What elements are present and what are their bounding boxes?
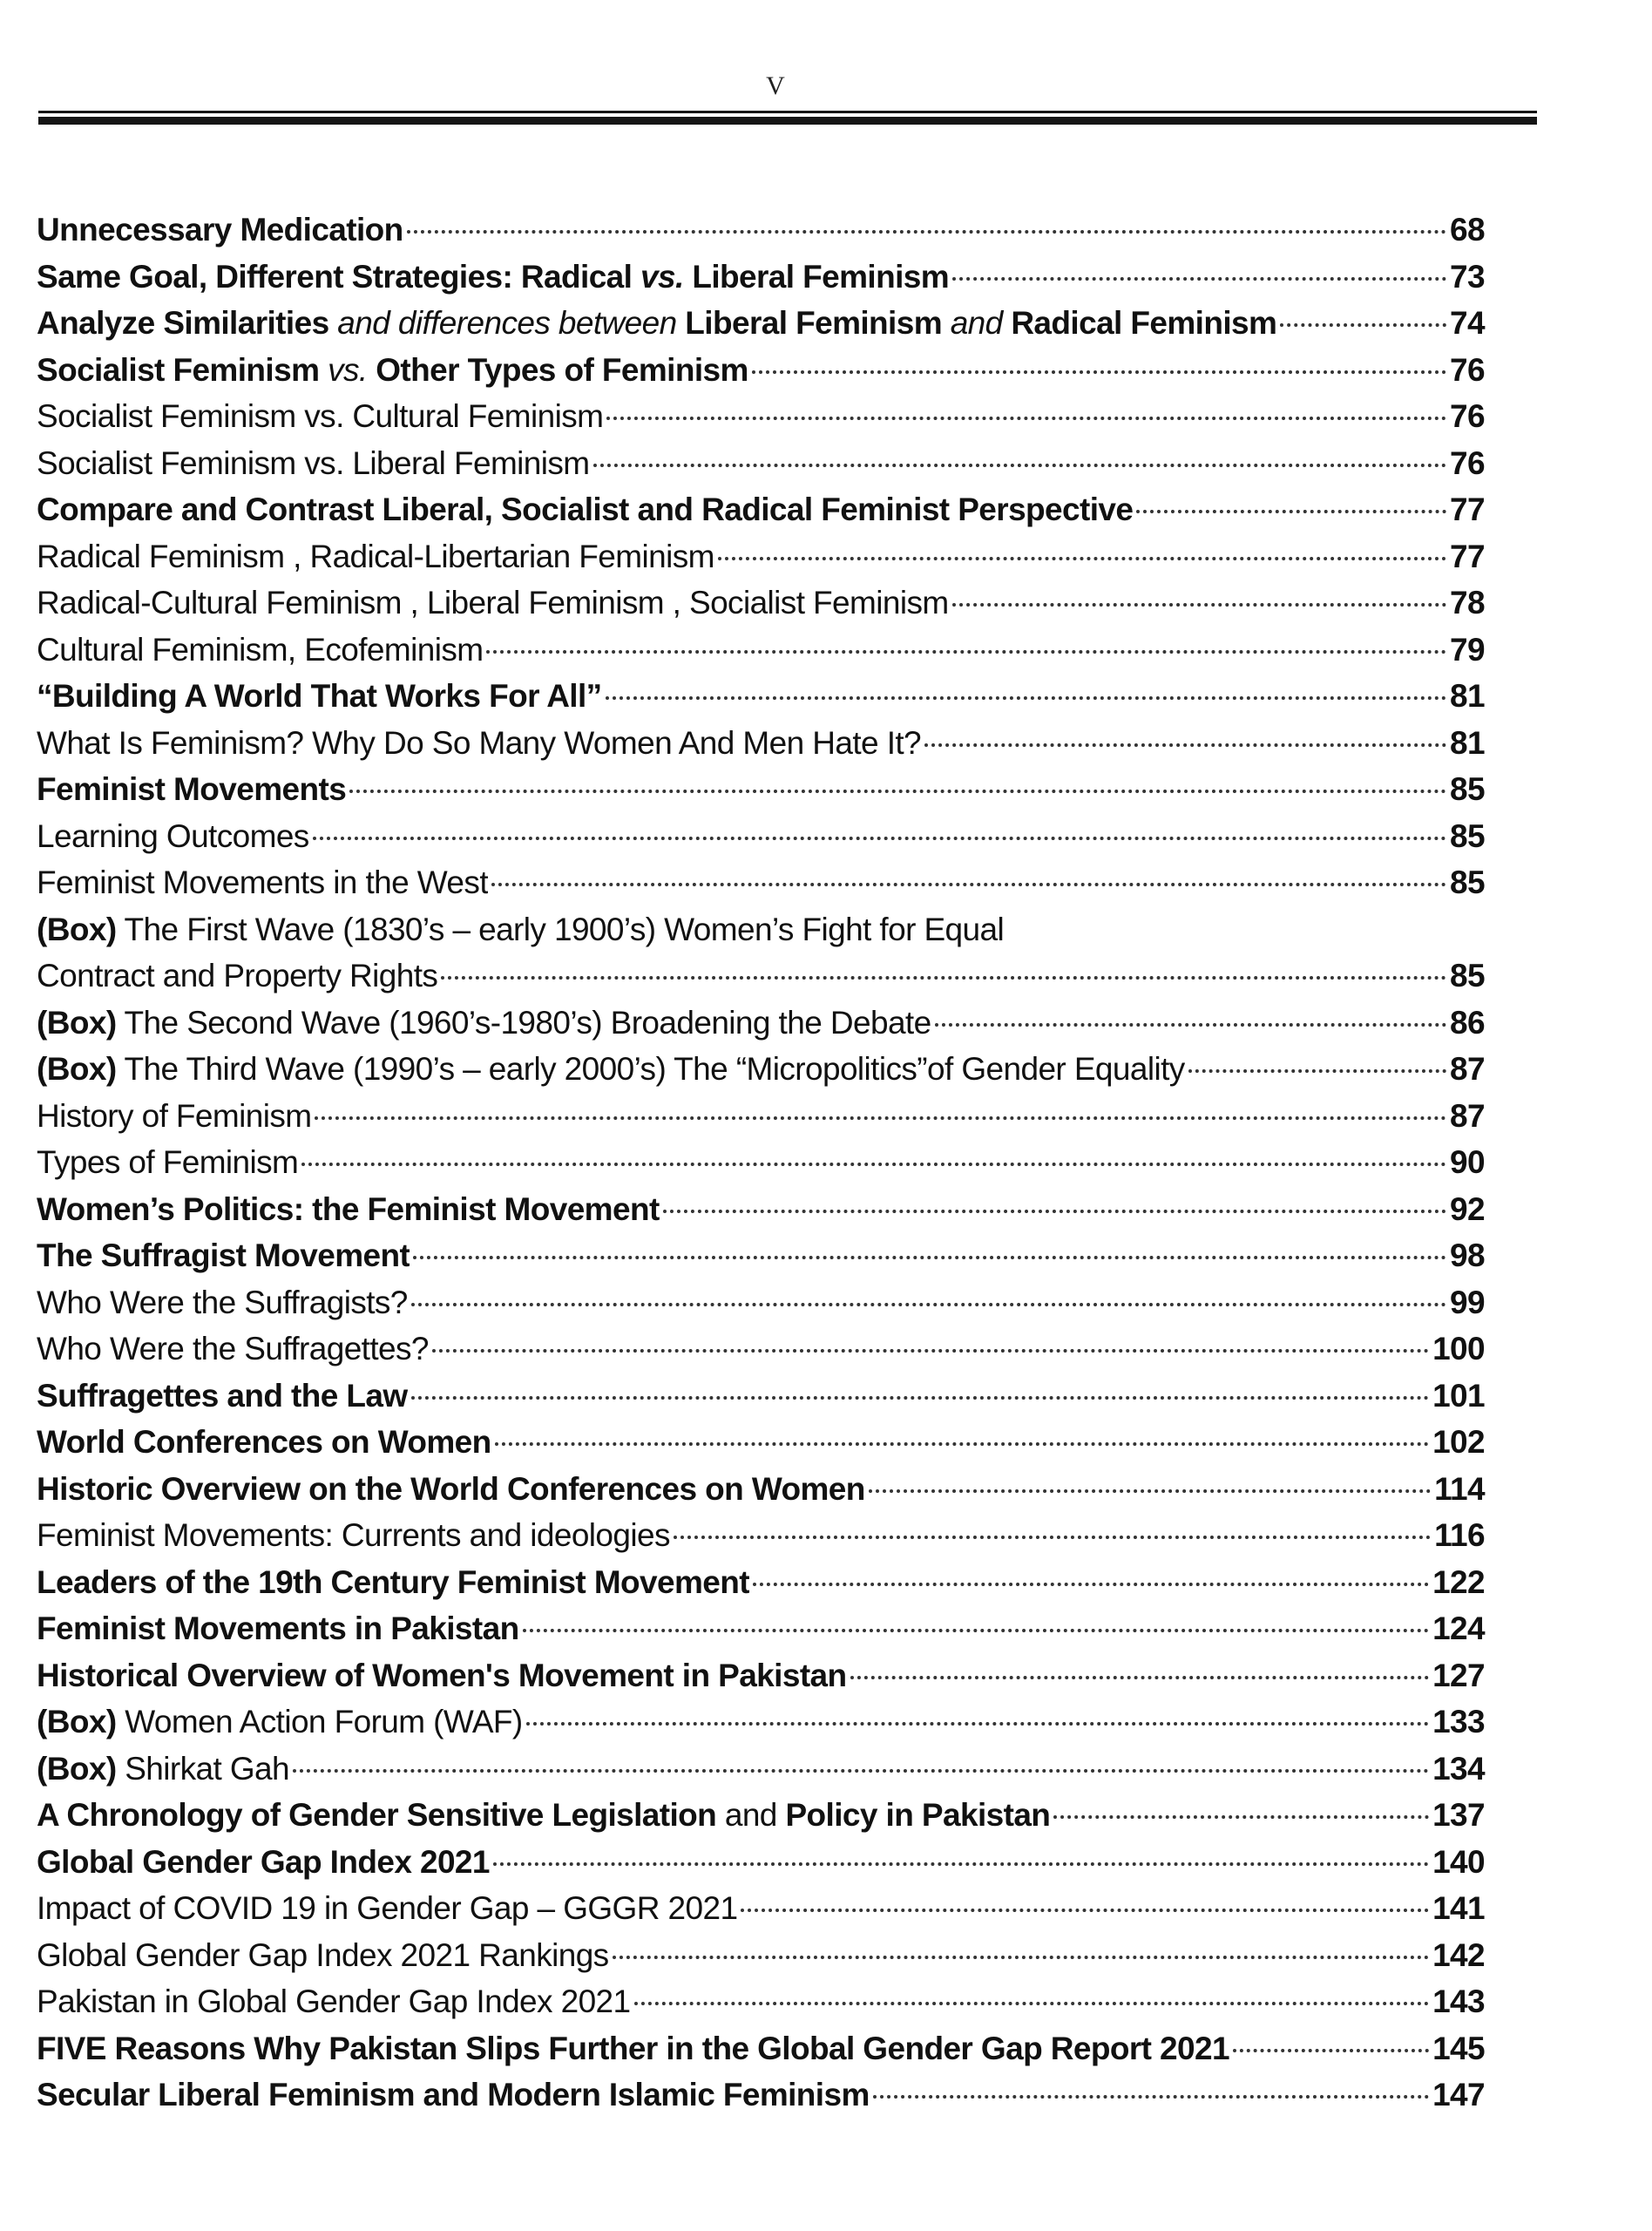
toc-page-number: 68 (1450, 212, 1485, 248)
toc-title (37, 300, 1276, 347)
toc-entry[interactable] (37, 1559, 1485, 1606)
dot-leader (935, 1023, 1446, 1027)
toc-title: Who Were the Suffragists? (37, 1284, 408, 1320)
toc-title: Who Were the Suffragettes? (37, 1331, 429, 1366)
toc-entry[interactable] (37, 1605, 1485, 1652)
toc-title (37, 1000, 931, 1047)
box-label: (Box) (37, 911, 117, 947)
dot-leader (1233, 2049, 1429, 2052)
toc-page-number: 116 (1434, 1517, 1485, 1553)
dot-leader (407, 230, 1446, 234)
toc-title: Historic Overview on the World Conferences on Women (37, 1470, 865, 1507)
toc-entry[interactable] (37, 1792, 1485, 1839)
toc-entry[interactable] (37, 1419, 1485, 1466)
dot-leader (674, 1536, 1431, 1539)
dot-leader (411, 1396, 1430, 1400)
toc-title-part: The Third Wave (1990’s – early 2000’s) The “Micropolitics”of Gender Equality (116, 1051, 1185, 1087)
toc-title: Radical Feminism , Radical-Libertarian Feminism (37, 538, 714, 574)
toc-page-number: 85 (1450, 817, 1485, 854)
toc-entry[interactable] (37, 393, 1485, 440)
toc-title: Women’s Politics: the Feminist Movement (37, 1190, 660, 1227)
toc-page-number: 90 (1450, 1144, 1485, 1180)
toc-title-part: (Box) (37, 1704, 117, 1739)
toc-page-number: 143 (1432, 1983, 1485, 2019)
toc-page-number: 74 (1450, 305, 1485, 341)
dot-leader (606, 696, 1446, 700)
dot-leader (1188, 1069, 1446, 1073)
toc-page-number: 137 (1432, 1797, 1485, 1833)
toc-title: The Suffragist Movement (37, 1238, 410, 1273)
toc-title-line-1 (37, 906, 1485, 953)
toc-page-number: 99 (1450, 1284, 1485, 1320)
dot-leader (606, 417, 1446, 420)
toc-title-part: Women Action Forum (WAF) (116, 1704, 523, 1739)
toc-title-part: Policy in Pakistan (785, 1797, 1051, 1833)
toc-entry[interactable] (37, 1652, 1485, 1699)
toc-title-part: Liberal Feminism (685, 305, 951, 341)
toc-entry[interactable] (37, 1978, 1485, 2025)
dot-leader (441, 976, 1446, 980)
toc-page-number: 145 (1432, 2030, 1485, 2066)
dot-leader (495, 1442, 1429, 1446)
toc-title: Learning Outcomes (37, 817, 309, 854)
toc-entry[interactable] (37, 906, 1485, 1000)
toc-title: “Building A World That Works For All” (37, 678, 602, 714)
toc-page-number: 78 (1450, 585, 1485, 620)
toc-entry[interactable] (37, 1839, 1485, 1886)
dot-leader (1280, 323, 1446, 327)
toc-page-number: 142 (1432, 1936, 1485, 1973)
toc-title: Radical-Cultural Feminism , Liberal Feminism , Socialist Feminism (37, 585, 949, 620)
toc-page-number: 86 (1450, 1004, 1485, 1041)
toc-title: Pakistan in Global Gender Gap Index 2021 (37, 1983, 631, 2019)
toc-page-number: 79 (1450, 631, 1485, 668)
toc-title: History of Feminism (37, 1097, 312, 1134)
toc-title (37, 1746, 289, 1793)
dot-leader (952, 603, 1446, 607)
dot-leader (873, 2095, 1429, 2099)
dot-leader (293, 1769, 1429, 1773)
toc-title: Cultural Feminism, Ecofeminism (37, 631, 484, 668)
toc-title-part: (Box) (37, 1750, 117, 1787)
toc-title: Socialist Feminism vs. Liberal Feminism (37, 444, 590, 481)
toc-page-number: 102 (1432, 1424, 1485, 1460)
toc-title: Global Gender Gap Index 2021 Rankings (37, 1936, 609, 1973)
toc-entry[interactable] (37, 1512, 1485, 1559)
toc-page-number: 76 (1450, 444, 1485, 481)
toc-title-part: Shirkat Gah (116, 1750, 289, 1787)
toc-title (37, 1699, 523, 1746)
toc-title-part: and differences between (337, 305, 686, 341)
toc-page-number: 133 (1432, 1704, 1485, 1739)
toc-title: FIVE Reasons Why Pakistan Slips Further in the Global Gender Gap Report 2021 (37, 2030, 1229, 2066)
toc-page-number: 127 (1432, 1657, 1485, 1693)
toc-entry[interactable] (37, 859, 1485, 906)
toc-entry[interactable] (37, 766, 1485, 813)
toc-entry[interactable] (37, 1186, 1485, 1233)
toc-title-part: Radical Feminism (1011, 305, 1277, 341)
toc-entry[interactable] (37, 1373, 1485, 1420)
toc-page-number: 76 (1450, 351, 1485, 388)
toc-title-part: vs. (640, 258, 684, 295)
dot-leader (924, 743, 1446, 747)
toc-title-part: vs. (328, 351, 368, 388)
dot-leader (349, 790, 1446, 793)
toc-page-number: 122 (1432, 1563, 1485, 1600)
dot-leader (753, 1583, 1429, 1586)
toc-entry[interactable] (37, 1932, 1485, 1979)
toc-title (37, 1792, 1050, 1839)
toc-title: Feminist Movements (37, 771, 347, 807)
toc-page-number: 81 (1450, 678, 1485, 714)
toc-entry[interactable] (37, 1232, 1485, 1279)
toc-entry[interactable] (37, 580, 1485, 627)
toc-entry[interactable] (37, 720, 1485, 767)
toc-entry[interactable] (37, 1093, 1485, 1140)
dot-leader (411, 1303, 1446, 1306)
dot-leader (741, 1909, 1429, 1912)
dot-leader (593, 464, 1446, 467)
dot-leader (1053, 1815, 1429, 1819)
dot-leader (493, 1862, 1429, 1866)
dot-leader (301, 1163, 1446, 1166)
dot-leader (486, 650, 1446, 654)
dot-leader (663, 1210, 1446, 1213)
toc-page-number: 85 (1450, 958, 1485, 993)
toc-entry[interactable] (37, 1746, 1485, 1793)
toc-page-number: 147 (1432, 2077, 1485, 2112)
toc-title-line-2: Contract and Property Rights (37, 958, 438, 993)
toc-title: Feminist Movements in the West (37, 865, 488, 900)
dot-leader (634, 2002, 1430, 2005)
toc-entry[interactable] (37, 300, 1485, 347)
toc-title: Suffragettes and the Law (37, 1377, 408, 1414)
toc-title-part: (Box) (37, 1004, 117, 1041)
page-number: V (766, 71, 785, 100)
toc-entry[interactable] (37, 1139, 1485, 1186)
toc-entry[interactable] (37, 207, 1485, 254)
dot-leader (613, 1956, 1429, 1959)
dot-leader (432, 1349, 1429, 1353)
toc-title: Global Gender Gap Index 2021 (37, 1843, 490, 1880)
toc-page-number: 77 (1450, 492, 1485, 527)
dot-leader (523, 1629, 1429, 1632)
dot-leader (718, 557, 1446, 560)
dot-leader (869, 1489, 1431, 1493)
toc-page-number: 92 (1450, 1190, 1485, 1227)
toc-page-number: 76 (1450, 398, 1485, 434)
toc-title: Feminist Movements in Pakistan (37, 1611, 519, 1646)
toc-page-number: 134 (1432, 1750, 1485, 1787)
toc-entry[interactable] (37, 440, 1485, 487)
toc-title-part: (Box) (37, 1051, 117, 1087)
dot-leader (952, 277, 1446, 281)
toc-title (37, 1046, 1185, 1093)
toc-title-part: and (950, 305, 1012, 341)
dot-leader (752, 370, 1446, 374)
toc-entry[interactable] (37, 2072, 1485, 2119)
toc-entry[interactable] (37, 1000, 1485, 1047)
toc-title-part: Liberal Feminism (683, 258, 950, 295)
toc-title: Leaders of the 19th Century Feminist Movement (37, 1563, 750, 1600)
toc-entry[interactable] (37, 627, 1485, 674)
toc-title: What Is Feminism? Why Do So Many Women And Men Hate It? (37, 724, 922, 761)
toc-entry[interactable] (37, 254, 1485, 301)
toc-page-number: 141 (1432, 1890, 1485, 1926)
toc-entry[interactable] (37, 1466, 1485, 1513)
toc-title: Types of Feminism (37, 1144, 299, 1180)
header-rule-thick (38, 117, 1537, 125)
toc-title: Feminist Movements: Currents and ideologies (37, 1517, 670, 1553)
toc-title (37, 254, 949, 301)
toc-title-part: Other Types of Feminism (367, 351, 748, 388)
toc-title-part: Analyze Similarities (37, 305, 338, 341)
toc-page-number: 81 (1450, 724, 1485, 761)
toc-title-part: The Second Wave (1960’s-1980’s) Broadening the Debate (116, 1004, 931, 1041)
toc-page-number: 124 (1432, 1611, 1485, 1646)
toc-title: World Conferences on Women (37, 1424, 491, 1460)
dot-leader (491, 883, 1446, 886)
toc-title-text: The First Wave (1830’s – early 1900’s) Women’s Fight for Equal (116, 911, 1005, 947)
toc-title-part: and (724, 1797, 786, 1833)
toc-page-number: 87 (1450, 1051, 1485, 1087)
toc-entry[interactable] (37, 1885, 1485, 1932)
toc-page-number: 73 (1450, 258, 1485, 295)
toc-title: Historical Overview of Women's Movement in Pakistan (37, 1657, 847, 1693)
table-of-contents (37, 207, 1485, 2119)
toc-page-number: 77 (1450, 538, 1485, 574)
toc-page-number: 85 (1450, 771, 1485, 807)
toc-title-part: A Chronology of Gender Sensitive Legislation (37, 1797, 725, 1833)
toc-title (37, 347, 748, 394)
toc-title: Compare and Contrast Liberal, Socialist and Radical Feminist Perspective (37, 492, 1134, 527)
toc-title: Secular Liberal Feminism and Modern Islamic Feminism (37, 2077, 870, 2112)
toc-page-number: 101 (1432, 1377, 1485, 1414)
toc-entry[interactable] (37, 1326, 1485, 1373)
toc-page-number: 98 (1450, 1238, 1485, 1273)
dot-leader (315, 1116, 1446, 1120)
toc-entry[interactable] (37, 813, 1485, 860)
toc-entry[interactable] (37, 1046, 1485, 1093)
dot-leader (313, 837, 1446, 840)
toc-page-number: 100 (1432, 1331, 1485, 1366)
toc-entry[interactable] (37, 347, 1485, 394)
toc-entry[interactable] (37, 1279, 1485, 1326)
toc-entry[interactable] (37, 673, 1485, 720)
toc-entry[interactable] (37, 533, 1485, 580)
dot-leader (526, 1722, 1429, 1726)
toc-entry[interactable] (37, 1699, 1485, 1746)
toc-entry[interactable] (37, 2025, 1485, 2072)
toc-title-part: Same Goal, Different Strategies: Radical (37, 258, 641, 295)
toc-title: Impact of COVID 19 in Gender Gap – GGGR 2021 (37, 1890, 738, 1926)
toc-title: Socialist Feminism vs. Cultural Feminism (37, 398, 604, 434)
dot-leader (1136, 510, 1446, 513)
toc-title: Unnecessary Medication (37, 212, 403, 248)
toc-page-number: 140 (1432, 1843, 1485, 1880)
toc-page-number: 87 (1450, 1097, 1485, 1134)
toc-page-number: 85 (1450, 865, 1485, 900)
header-rule-thin (38, 111, 1537, 113)
toc-page-number: 114 (1434, 1470, 1485, 1507)
toc-entry[interactable] (37, 486, 1485, 533)
dot-leader (850, 1676, 1430, 1679)
dot-leader (413, 1256, 1446, 1259)
toc-title-part: Socialist Feminism (37, 351, 328, 388)
